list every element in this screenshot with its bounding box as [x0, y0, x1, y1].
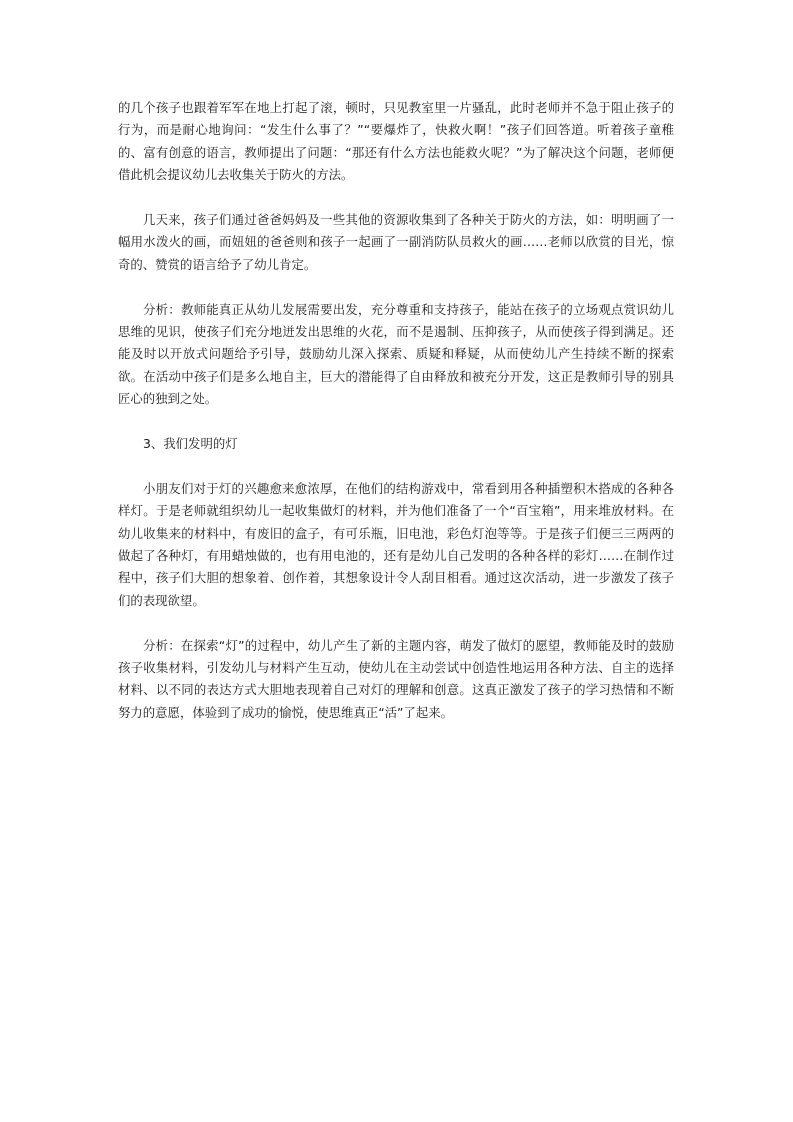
paragraph-fire-discussion: 的几个孩子也跟着军军在地上打起了滚，顿时，只见教室里一片骚乱，此时老师并不急于阻止孩子的行为，而是耐心地询问：“发生什么事了？”“要爆炸了，快救火啊！”孩子们回答道。听着孩子童稚的、富有创意的语言，教师提出了问题：“那还有什么方法也能救火呢？”为了解决这个问题，老师便借此机会提议幼儿去收集关于防火的方法。: [118, 100, 674, 183]
paragraph-analysis-2: 分析：在探索“灯”的过程中，幼儿产生了新的主题内容，萌发了做灯的愿望，教师能及时的鼓励孩子收集材料，引发幼儿与材料产生互动，使幼儿在主动尝试中创造性地运用各种方法、自主的选择材料、以不同的表达方式大胆地表现着自己对灯的理解和创意。这真正激发了孩子的学习热情和不断努力的意愿，体验到了成功的愉悦，使思维真正“活”了起来。: [118, 637, 674, 720]
paragraph-analysis-1: 分析：教师能真正从幼儿发展需要出发，充分尊重和支持孩子，能站在孩子的立场观点赏识幼儿思维的见识，使孩子们充分地迸发出思维的火花，而不是遏制、压抑孩子，从而使孩子得到满足。还能及时以开放式问题给予引导，鼓励幼儿深入探索、质疑和释疑，从而使幼儿产生持续不断的探索欲。在活动中孩子们是多么地自主，巨大的潜能得了自由释放和被充分开发，这正是教师引导的别具匠心的独到之处。: [118, 301, 674, 407]
section-heading-invented-lights: 3、我们发明的灯: [143, 436, 238, 452]
paragraph-fire-methods: 几天来，孩子们通过爸爸妈妈及一些其他的资源收集到了各种关于防火的方法，如：明明画了一幅用水泼火的画，而妞妞的爸爸则和孩子一起画了一副消防队员救火的画……老师以欣赏的目光，惊奇的、赞赏的语言给予了幼儿肯定。: [118, 212, 674, 272]
document-body: [118, 97, 674, 747]
paragraph-lights-activity: 小朋友们对于灯的兴趣愈来愈浓厚，在他们的结构游戏中，常看到用各种插塑积木搭成的各种各样灯。于是老师就组织幼儿一起收集做灯的材料，并为他们准备了一个“百宝箱”，用来堆放材料。在幼儿收集来的材料中，有废旧的盒子，有可乐瓶，旧电池，彩色灯泡等等。于是孩子们便三三两两的做起了各种灯，有用蜡烛做的，也有用电池的，还有是幼儿自己发明的各种各样的彩灯……在制作过程中，孩子们大胆的想象着、创作着，其想象设计令人刮目相看。通过这次活动，进一步激发了孩子们的表现欲望。: [118, 480, 674, 608]
